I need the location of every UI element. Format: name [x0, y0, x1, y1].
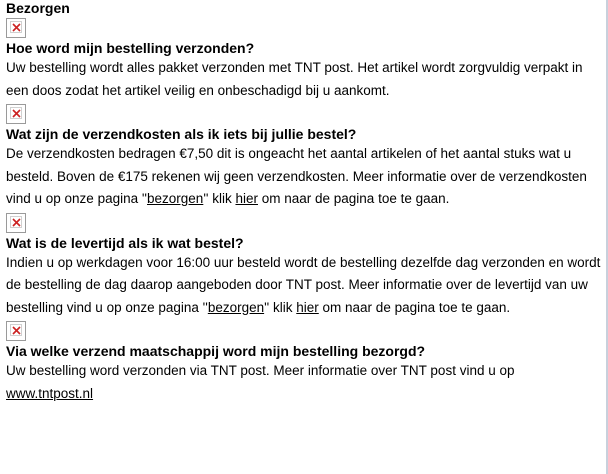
faq-question-shipping-method: Hoe word mijn bestelling verzonden? — [6, 40, 255, 56]
bezorgen-link[interactable]: bezorgen — [207, 299, 265, 315]
tntpost-link[interactable]: www.tntpost.nl — [6, 385, 94, 401]
faq-question-delivery-time: Wat is de levertijd als ik wat bestel? — [6, 234, 244, 251]
faq-question-carrier: Via welke verzend maatschappij word mijn bestelling bezorgd? — [6, 343, 426, 359]
faq-answer-shipping-method: Uw bestelling wordt alles pakket verzonden met TNT post. Het artikel wordt zorgvuldig verpakt in een doos zodat het artikel veilig en onbeschadigd bij u aankomt. — [6, 60, 583, 98]
broken-image-icon — [6, 104, 26, 124]
faq-question-shipping-costs: Wat zijn de verzendkosten als ik iets bij jullie bestel? — [6, 126, 357, 142]
answer-text: om naar de pagina toe te gaan. — [318, 299, 511, 315]
answer-text: '' klik — [264, 299, 297, 315]
hier-link[interactable]: hier — [235, 191, 258, 206]
hier-link[interactable]: hier — [296, 299, 319, 315]
bezorgen-link[interactable]: bezorgen — [147, 191, 204, 206]
broken-image-icon — [6, 321, 26, 341]
answer-text: Indien u op werkdagen voor 16:00 uur besteld wordt de bestelling dezelfde dag verzonden en wordt de bestelling de dag daarop aangeboden door TNT post. Meer informatie over de levertijd van uw bestelling vind u op onze pagina '' — [6, 254, 601, 315]
answer-text: om naar de pagina toe te gaan. — [257, 191, 450, 206]
answer-text: '' klik — [203, 191, 236, 206]
faq-answer-shipping-costs — [6, 143, 602, 211]
answer-text: De verzendkosten bedragen €7,50 dit is ongeacht het aantal artikelen of het aantal stuks wat u besteld. Boven de €175 rekenen wij geen verzendkosten. Meer informatie over de verzendkosten vind u op onze pagina '' — [6, 146, 587, 206]
broken-image-icon — [6, 18, 26, 38]
answer-text: Uw bestelling word verzonden via TNT post. Meer informatie over TNT post vind u op — [6, 363, 515, 378]
faq-answer-carrier — [6, 360, 602, 405]
faq-answer-delivery-time — [6, 252, 602, 320]
broken-image-icon — [6, 213, 26, 233]
page-title: Bezorgen — [6, 0, 70, 16]
